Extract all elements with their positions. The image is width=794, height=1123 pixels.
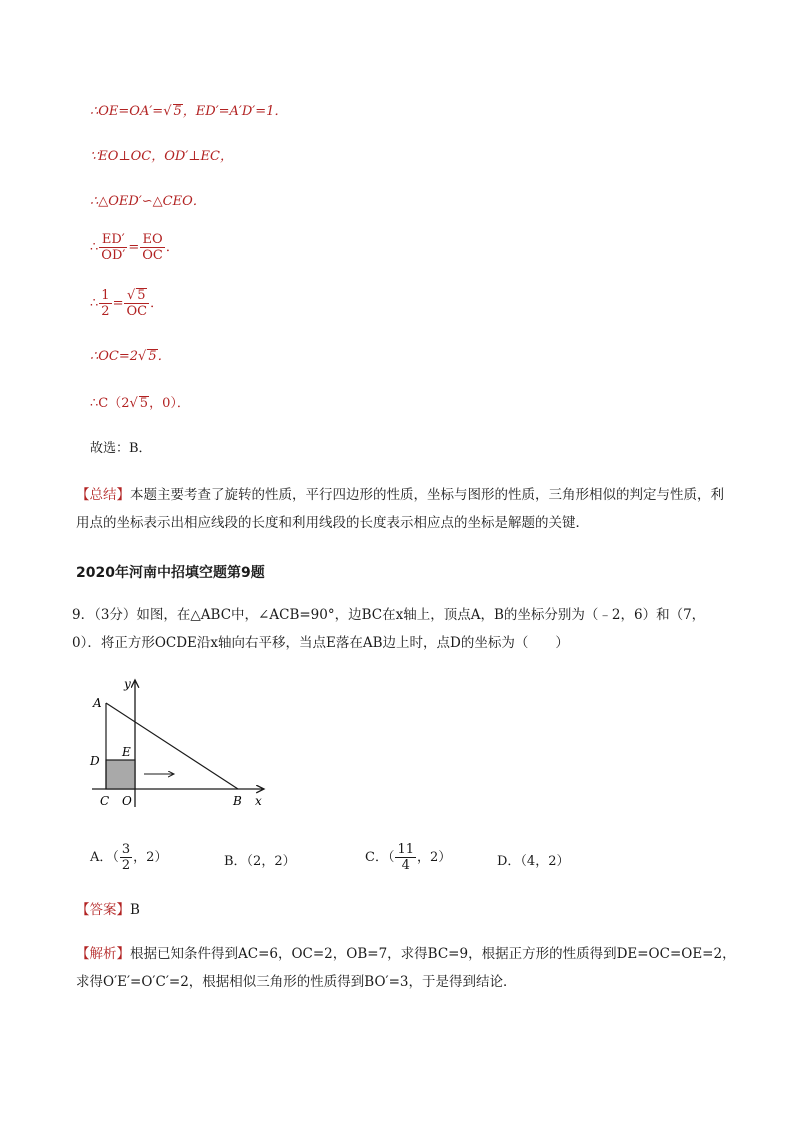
fraction-sqrt5-oc [124,288,149,319]
line7-radicand: 5 [139,396,149,411]
fraction-denominator: OD′ [101,248,126,263]
analysis-tag: 【解析】 [76,946,130,962]
line1-radicand: 5 [173,104,182,119]
label-x: x [255,794,262,808]
analysis-paragraph [76,940,736,996]
label-e: E [122,745,131,759]
solution-line-2: ∵EO⊥OC，OD′⊥EC， [90,149,233,164]
fraction-numerator: 11 [397,842,414,857]
fraction-numerator: EO [140,232,165,248]
solution-line-8: 故选：B． [90,441,152,456]
fraction-eo-oc [140,232,165,263]
option-d[interactable]: D．（4，2） [497,854,570,869]
line7-text-a: ∴C（2 [90,396,130,411]
period: ． [150,296,164,311]
option-c-prefix: C．（ [365,850,395,865]
section-title: 2020年河南中招填空题第9题 [76,565,265,581]
fraction-denominator: OC [126,304,148,319]
fraction-one-half [99,288,111,319]
option-b[interactable]: B．（2，2） [224,854,296,869]
period: ． [165,240,179,255]
therefore-symbol: ∴ [90,296,99,311]
option-c-fraction [395,842,416,873]
label-y: y [124,677,131,691]
equals-sign: = [128,240,140,255]
fraction-denominator: 2 [121,858,131,873]
answer-value: B [130,902,140,918]
question-text: 9．（3分）如图，在△ABC中，∠ACB=90°，边BC在x轴上，顶点A，B的坐标分别为（﹣2，6）和（7，0）．将正方形OCDE沿x轴向右平移，当点E落在AB边上时，点D的坐标为（ ） [72,607,706,651]
fraction-numerator: 1 [101,288,110,303]
summary-text: 本题主要考查了旋转的性质，平行四边形的性质，坐标与图形的性质，三角形相似的判定与性质，利用点的坐标表示出相应线段的长度和利用线段的长度表示相应点的坐标是解题的关键． [76,487,724,531]
fraction-denominator: 2 [101,304,110,319]
geometry-figure [82,672,282,812]
solution-line-5 [90,288,163,319]
fraction-numerator: ED′ [99,232,127,248]
solution-line-3: ∴△OED′∽△CEO． [90,194,206,209]
answer-paragraph [76,896,736,924]
summary-tag: 【总结】 [76,487,130,503]
answer-tag: 【答案】 [76,902,130,918]
solution-line-6: ∴OC=2√ 5． [90,349,171,364]
option-a-suffix: ，2） [133,850,168,865]
question-paragraph [72,601,732,657]
label-o: O [122,794,132,808]
square-ocde [106,760,135,789]
fraction-numerator: 3 [121,842,131,857]
summary-paragraph [76,481,736,537]
option-c[interactable] [365,842,451,873]
option-c-suffix: ，2） [417,850,452,865]
fraction-numerator: √ 5 [124,288,149,304]
solution-line-7: ∴C（2√ 5，0）． [90,396,190,411]
fraction-ed-od [99,232,127,263]
label-b: B [233,794,242,808]
solution-line-1: ∴OE=OA′=√ 5，ED′=A′D′=1． [90,104,288,119]
option-a-fraction [120,842,132,873]
radicand: 5 [137,288,146,303]
label-c: C [100,794,110,808]
fraction-denominator: OC [142,248,163,263]
option-a[interactable] [90,842,167,873]
solution-line-4 [90,232,179,263]
option-a-prefix: A．（ [90,850,119,865]
line1-text-b: ，ED′=A′D′=1． [182,104,288,119]
label-d: D [90,754,100,768]
line1-text-a: ∴OE=OA′= [90,104,164,119]
line6-text-a: ∴OC=2 [90,349,139,364]
line6-text-b: ． [157,349,171,364]
equals-sign: = [112,296,124,311]
label-a: A [93,696,102,710]
analysis-text: 根据已知条件得到AC=6，OC=2，OB=7，求得BC=9，根据正方形的性质得到DE=OC=OE=2，求得O′E′=O′C′=2，根据相似三角形的性质得到BO′=3，于是得到结论． [76,946,736,990]
therefore-symbol: ∴ [90,240,99,255]
fraction-denominator: 4 [401,858,410,873]
line7-text-b: ，0）． [149,396,190,411]
line6-radicand: 5 [148,349,157,364]
